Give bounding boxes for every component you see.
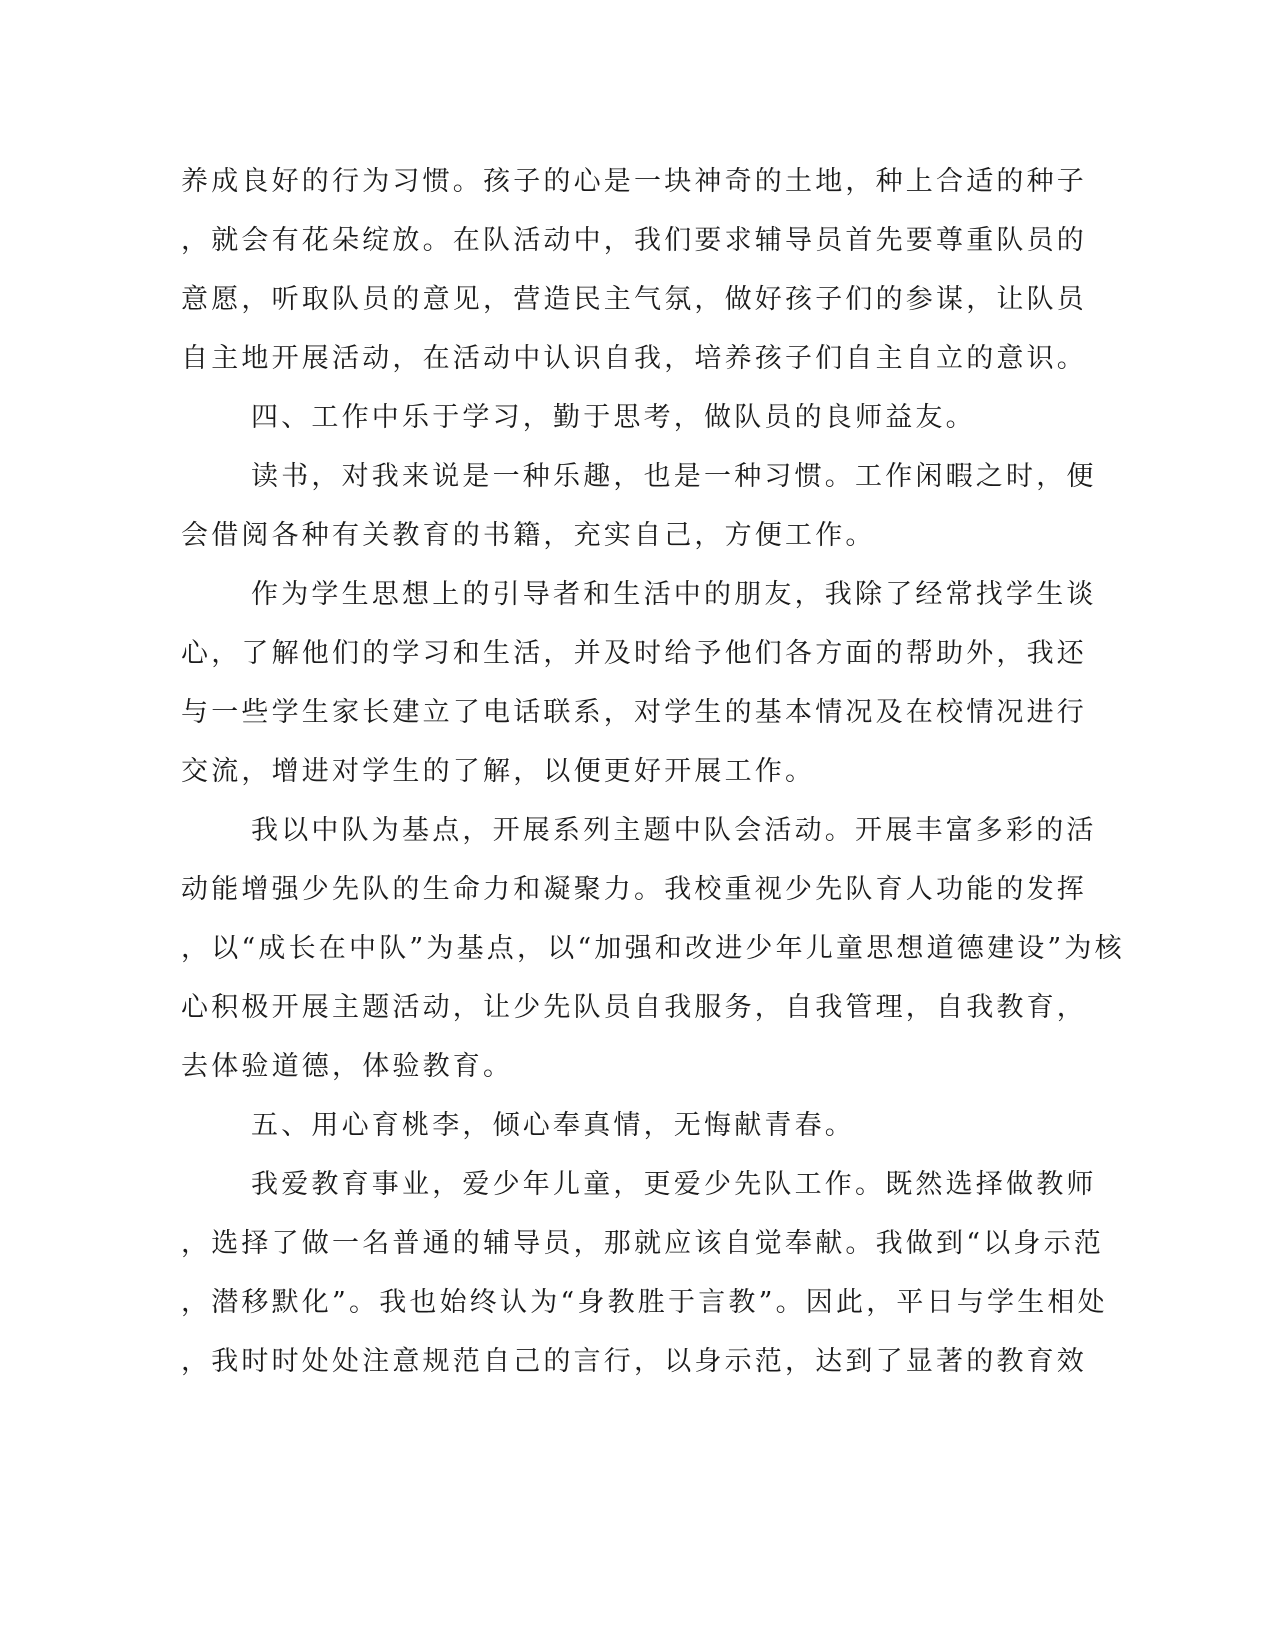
text-line: 动能增强少先队的生命力和凝聚力。我校重视少先队育人功能的发挥 — [181, 874, 1087, 905]
text-line: ，潜移默化”。我也始终认为“身教胜于言教”。因此，平日与学生相处 — [181, 1287, 1108, 1318]
text-line: 与一些学生家长建立了电话联系，对学生的基本情况及在校情况进行 — [181, 697, 1087, 728]
text-line: 交流，增进对学生的了解，以便更好开展工作。 — [181, 756, 816, 787]
text-line: 养成良好的行为习惯。孩子的心是一块神奇的土地，种上合适的种子 — [181, 166, 1087, 197]
text-line: ，以“成长在中队”为基点，以“加强和改进少年儿童思想道德建设”为核 — [181, 933, 1125, 964]
text-line: 去体验道德，体验教育。 — [181, 1051, 514, 1082]
paragraph-start-line: 我以中队为基点，开展系列主题中队会活动。开展丰富多彩的活 — [251, 815, 1097, 846]
text-line: 心，了解他们的学习和生活，并及时给予他们各方面的帮助外，我还 — [181, 638, 1087, 669]
text-line: ，我时时处处注意规范自己的言行，以身示范，达到了显著的教育效 — [181, 1346, 1087, 1377]
section-heading: 五、用心育桃李，倾心奉真情，无悔献青春。 — [251, 1110, 855, 1141]
text-line: 意愿，听取队员的意见，营造民主气氛，做好孩子们的参谋，让队员 — [181, 284, 1087, 315]
section-heading: 四、工作中乐于学习，勤于思考，做队员的良师益友。 — [251, 402, 976, 433]
paragraph-start-line: 读书，对我来说是一种乐趣，也是一种习惯。工作闲暇之时，便 — [251, 461, 1097, 492]
text-line: 自主地开展活动，在活动中认识自我，培养孩子们自主自立的意识。 — [181, 343, 1087, 374]
text-line: 心积极开展主题活动，让少先队员自我服务，自我管理，自我教育， — [181, 992, 1087, 1023]
body-text — [181, 160, 1125, 1399]
paragraph-start-line: 我爱教育事业，爱少年儿童，更爱少先队工作。既然选择做教师 — [251, 1169, 1097, 1200]
paragraph-start-line: 作为学生思想上的引导者和生活中的朋友，我除了经常找学生谈 — [251, 579, 1097, 610]
text-line: ，就会有花朵绽放。在队活动中，我们要求辅导员首先要尊重队员的 — [181, 225, 1087, 256]
text-line: 会借阅各种有关教育的书籍，充实自己，方便工作。 — [181, 520, 876, 551]
text-line: ，选择了做一名普通的辅导员，那就应该自觉奉献。我做到“以身示范 — [181, 1228, 1105, 1259]
